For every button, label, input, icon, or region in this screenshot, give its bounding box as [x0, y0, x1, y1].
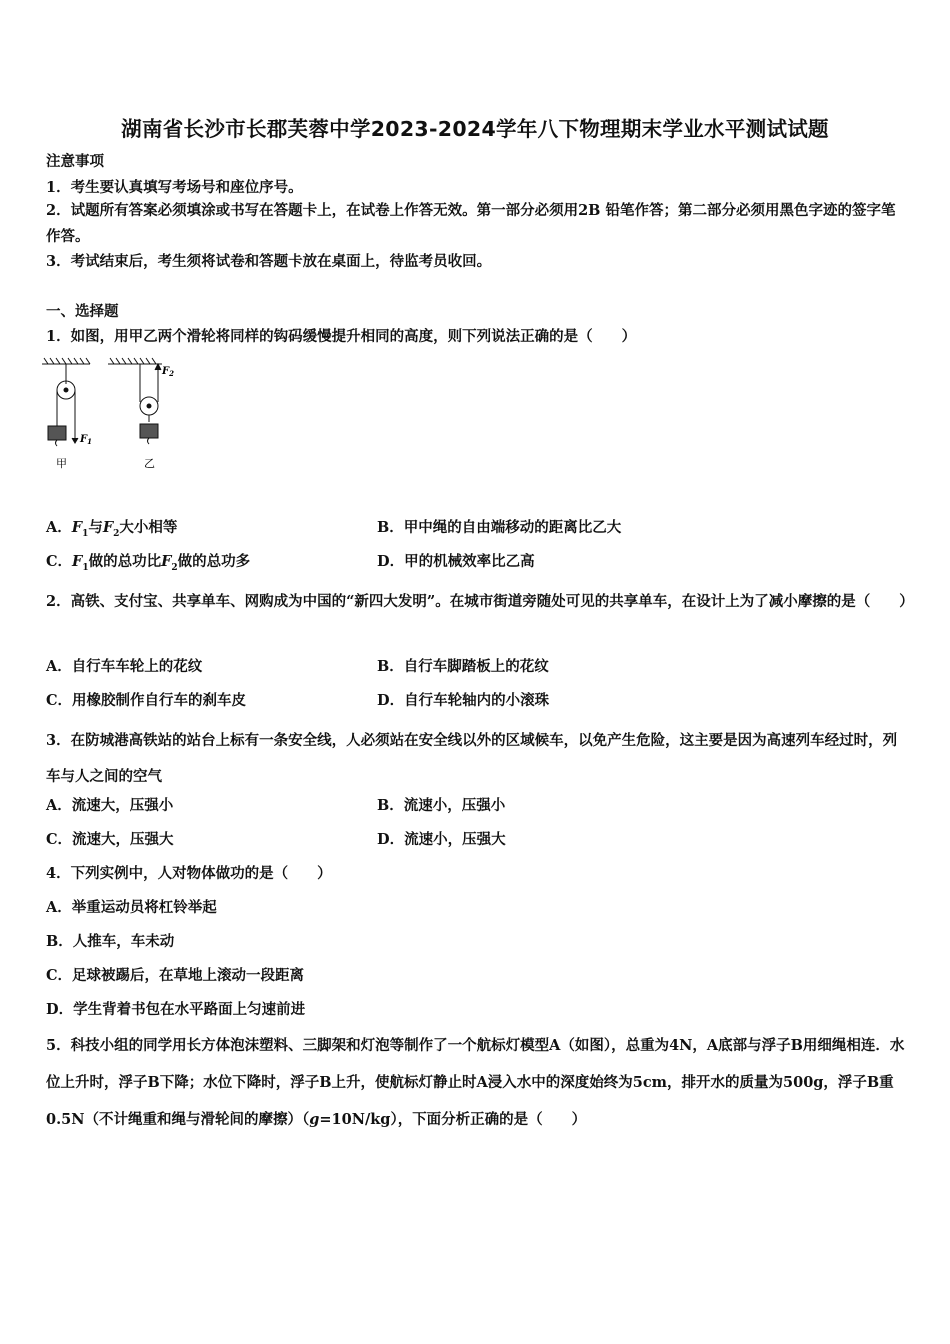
q3-stem: 3．在防城港高铁站的站台上标有一条安全线，人必须站在安全线以外的区域候车，以免产生危险，这主要是因为高速列车经过时，列车与人之间的空气 [46, 732, 898, 785]
fig-label-yi: 乙 [144, 457, 155, 470]
q4-option-a: A．举重运动员将杠铃举起 [46, 899, 217, 916]
q3-option-a: A．流速大，压强小 [46, 797, 174, 814]
notice-item-1: 1．考生要认真填写考场号和座位序号。 [46, 179, 303, 196]
q2-option-d: D．自行车轮轴内的小滚珠 [377, 692, 550, 709]
section-heading: 一、选择题 [46, 303, 119, 320]
q3-option-c: C．流速大，压强大 [46, 831, 174, 848]
q2-stem: 2．高铁、支付宝、共享单车、网购成为中国的“新四大发明”。在城市街道旁随处可见的共享单车，在设计上为了减小摩擦的是（ ） [46, 593, 914, 610]
q3-option-b: B．流速小，压强小 [377, 797, 506, 814]
q1-option-a: A．$F_1$与$F_2$大小相等 [46, 519, 178, 539]
q1-stem: 1．如图，用甲乙两个滑轮将同样的钩码缓慢提升相同的高度，则下列说法正确的是（ ） [46, 328, 637, 345]
q2-option-a: A．自行车车轮上的花纹 [46, 658, 203, 675]
q3-option-d: D．流速小，压强大 [377, 831, 506, 848]
notice-item-3: 3．考试结束后，考生须将试卷和答题卡放在桌面上，待监考员收回。 [46, 253, 492, 270]
fig-f2-label: $F_2$ [162, 366, 174, 378]
q2-option-b: B．自行车脚踏板上的花纹 [377, 658, 549, 675]
q5-stem: 5．科技小组的同学用长方体泡沫塑料、三脚架和灯泡等制作了一个航标灯模型A（如图），总重为4N，A底部与浮子B用细绳相连．水位上升时，浮子B下降；水位下降时，浮子B上升，使航标灯静止时A浸入水中的深度始终为5cm，排开水的质量为500g，浮子B重0.5N（不计绳重和绳与滑轮间的摩擦）（g=10N/kg），下面分析正确的是（ ） [46, 1037, 905, 1128]
q4-stem: 4．下列实例中，人对物体做功的是（ ） [46, 865, 332, 882]
q4-option-b: B．人推车，车未动 [46, 933, 175, 950]
notice-heading: 注意事项 [46, 153, 104, 170]
q1-option-b: B．甲中绳的自由端移动的距离比乙大 [377, 519, 622, 536]
pulley-figure [40, 354, 190, 479]
fig-label-jia: 甲 [56, 457, 67, 470]
fig-f1-label: $F_1$ [80, 434, 92, 446]
q1-option-c: C．$F_1$做的总功比$F_2$做的总功多 [46, 553, 251, 573]
q4-option-d: D．学生背着书包在水平路面上匀速前进 [46, 1001, 306, 1018]
notice-item-2: 2．试题所有答案必须填涂或书写在答题卡上，在试卷上作答无效。第一部分必须用2B 铅笔作答；第二部分必须用黑色字迹的签字笔作答。 [46, 202, 896, 245]
q1-option-d: D．甲的机械效率比乙高 [377, 553, 535, 570]
page-title: 湖南省长沙市长郡芙蓉中学2023-2024学年八下物理期末学业水平测试试题 [121, 117, 829, 141]
q4-option-c: C．足球被踢后，在草地上滚动一段距离 [46, 967, 305, 984]
q2-option-c: C．用橡胶制作自行车的刹车皮 [46, 692, 247, 709]
